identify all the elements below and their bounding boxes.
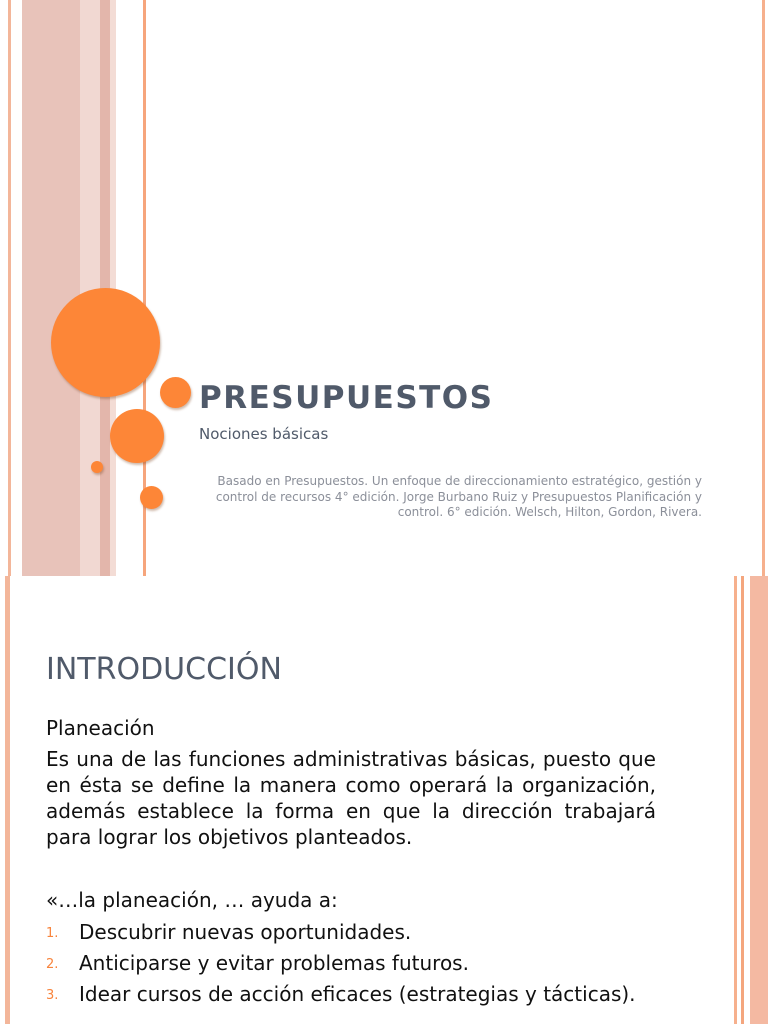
decor-stripe [8,0,11,576]
section-title: INTRODUCCIÓN [46,652,282,687]
decor-stripe [5,576,10,1024]
slide-title: PRESUPUESTOS [199,380,494,416]
decor-circle-tiny [91,461,103,473]
section-heading: Planeación [46,716,155,740]
list-number: 1. [46,926,59,941]
decor-stripe [22,0,80,576]
slide-subtitle: Nociones básicas [199,425,329,443]
decor-stripe [741,576,744,1024]
list-item-text: Descubrir nuevas oportunidades. [79,920,412,944]
decor-stripe [750,576,768,1024]
decor-circle-large [51,288,160,397]
decor-circle-medium [110,409,164,463]
decor-circle-small [160,377,191,408]
decor-stripe [762,0,765,576]
list-item-text: Anticiparse y evitar problemas futuros. [79,951,469,975]
decor-stripe [734,576,737,1024]
decor-circle-small [140,486,163,509]
list-item [46,950,656,976]
list-item-text: Idear cursos de acción eficaces (estrategias y tácticas). [79,982,636,1006]
benefits-list [46,919,656,1012]
source-credits: Basado en Presupuestos. Un enfoque de direccionamiento estratégico, gestión y control de recursos 4° edición. Jorge Burbano Ruiz y Presupuestos Planificación y control. 6° edición. Welsch, Hilton, Gordon, Rivera. [215,474,702,519]
list-item [46,919,656,945]
intro-paragraph: Es una de las funciones administrativas básicas, puesto que en ésta se define la manera como operará la organización, además establece la forma en que la dirección trabajará para lograr los objetivos planteados. [46,747,656,849]
decor-stripe [0,0,8,576]
quote-intro: «…la planeación, … ayuda a: [46,888,338,912]
list-number: 2. [46,957,59,972]
list-item [46,981,656,1007]
list-number: 3. [46,988,59,1003]
